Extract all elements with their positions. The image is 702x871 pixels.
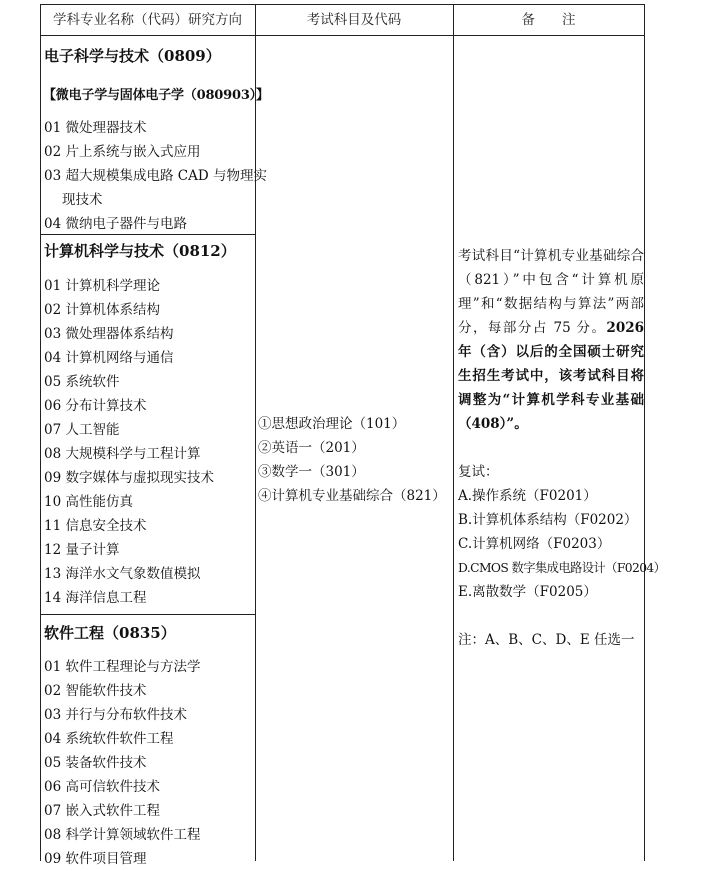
direction-item: 13 海洋水文气象数值模拟 bbox=[44, 566, 201, 582]
retest-choice-note: 注：A、B、C、D、E 任选一 bbox=[458, 632, 635, 648]
table-border-left bbox=[40, 4, 41, 861]
remark-text: 考试科目“计算机专业基础综合（821）”中包含“计算机原理”和“数据结构与算法”两部分，每部分占 75 分。 bbox=[458, 248, 644, 336]
direction-item: 08 大规模科学与工程计算 bbox=[44, 446, 201, 462]
table-border-right bbox=[644, 4, 645, 861]
direction-item: 01 计算机科学理论 bbox=[44, 278, 160, 294]
table-border-col3 bbox=[453, 4, 454, 861]
remark-paragraph bbox=[458, 244, 644, 436]
retest-item: B.计算机体系结构（F0202） bbox=[458, 512, 638, 528]
direction-item: 01 微处理器技术 bbox=[44, 120, 147, 136]
direction-item: 14 海洋信息工程 bbox=[44, 590, 147, 606]
exam-subject: ③数学一（301） bbox=[258, 464, 365, 480]
direction-item: 10 高性能仿真 bbox=[44, 494, 133, 510]
direction-item: 05 系统软件 bbox=[44, 374, 120, 390]
direction-item: 09 软件项目管理 bbox=[44, 851, 147, 867]
table-border-col2 bbox=[255, 4, 256, 861]
direction-item: 01 软件工程理论与方法学 bbox=[44, 659, 201, 675]
direction-item: 02 计算机体系结构 bbox=[44, 302, 160, 318]
retest-item: E.离散数学（F0205） bbox=[458, 584, 597, 600]
retest-item: C.计算机网络（F0203） bbox=[458, 536, 611, 552]
section-title: 电子科学与技术（0809） bbox=[44, 47, 221, 65]
direction-item: 04 微纳电子器件与电路 bbox=[44, 216, 187, 232]
exam-subject: ①思想政治理论（101） bbox=[258, 416, 406, 432]
direction-item: 02 智能软件技术 bbox=[44, 683, 147, 699]
direction-item: 03 微处理器体系结构 bbox=[44, 326, 174, 342]
direction-item: 05 装备软件技术 bbox=[44, 755, 147, 771]
direction-item: 03 并行与分布软件技术 bbox=[44, 707, 187, 723]
section-subtitle: 【微电子学与固体电子学（080903）】 bbox=[43, 88, 269, 103]
remark-bold-text: 2026 年（含）以后的全国硕士研究生招生考试中，该考试科目将调整为“计算机学科专业基础（408）”。 bbox=[458, 320, 644, 432]
direction-item: 02 片上系统与嵌入式应用 bbox=[44, 144, 201, 160]
direction-item: 现技术 bbox=[62, 192, 103, 208]
exam-subject: ④计算机专业基础综合（821） bbox=[258, 488, 446, 504]
retest-label: 复试： bbox=[458, 464, 499, 480]
section-title: 计算机科学与技术（0812） bbox=[44, 242, 236, 260]
retest-item: D.CMOS 数字集成电路设计（F0204） bbox=[458, 561, 666, 575]
direction-item: 12 量子计算 bbox=[44, 542, 120, 558]
exam-subject: ②英语一（201） bbox=[258, 440, 365, 456]
direction-item: 11 信息安全技术 bbox=[44, 518, 147, 534]
header-divider bbox=[40, 35, 645, 36]
direction-item: 08 科学计算领域软件工程 bbox=[44, 827, 201, 843]
direction-item: 04 系统软件软件工程 bbox=[44, 731, 174, 747]
direction-item: 09 数字媒体与虚拟现实技术 bbox=[44, 470, 214, 486]
direction-item: 06 分布计算技术 bbox=[44, 398, 147, 414]
header-remark: 备 注 bbox=[521, 12, 576, 28]
direction-item: 06 高可信软件技术 bbox=[44, 779, 160, 795]
header-major: 学科专业名称（代码）研究方向 bbox=[53, 12, 242, 28]
section-title: 软件工程（0835） bbox=[44, 624, 176, 642]
section-divider bbox=[40, 614, 255, 615]
table-border-top bbox=[40, 4, 645, 5]
header-exam: 考试科目及代码 bbox=[306, 12, 402, 28]
retest-item: A.操作系统（F0201） bbox=[458, 488, 597, 504]
direction-item: 07 嵌入式软件工程 bbox=[44, 803, 160, 819]
direction-item: 03 超大规模集成电路 CAD 与物理实 bbox=[44, 168, 267, 184]
direction-item: 07 人工智能 bbox=[44, 422, 120, 438]
direction-item: 04 计算机网络与通信 bbox=[44, 350, 174, 366]
